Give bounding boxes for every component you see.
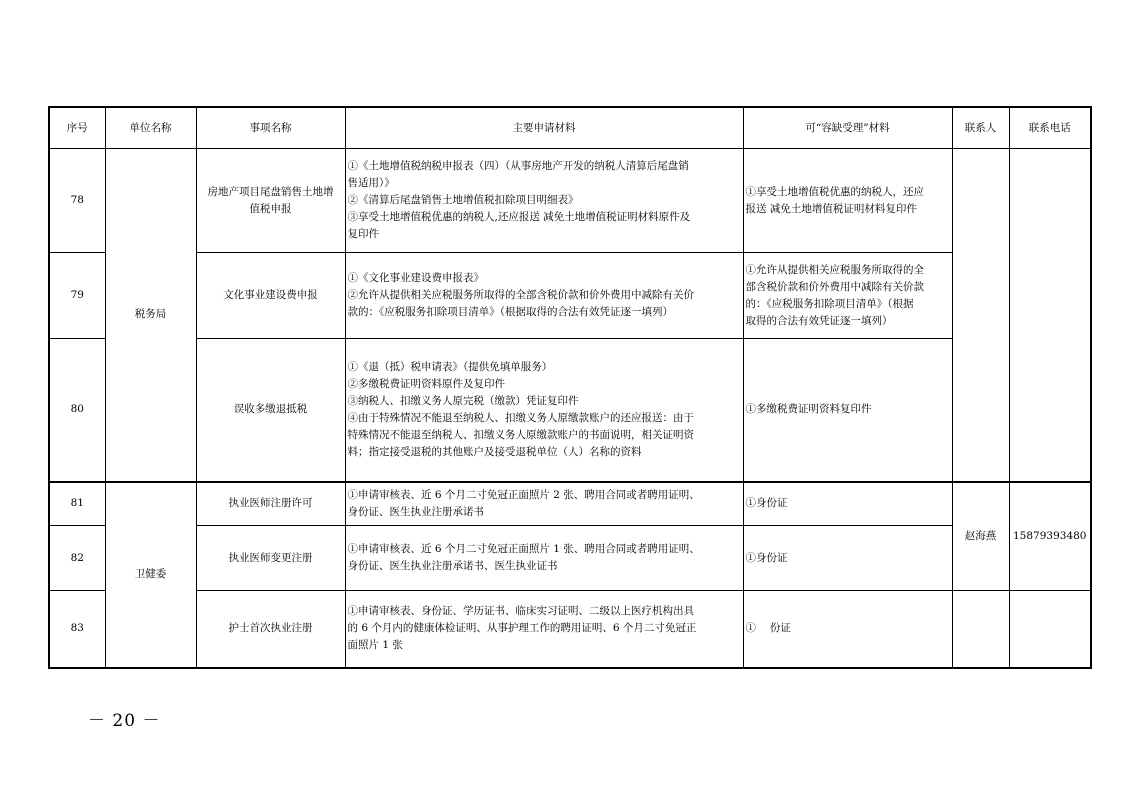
deficient-line: 取得的合法有效凭证逐一填列） bbox=[745, 314, 893, 327]
header-unit: 单位名称 bbox=[105, 107, 196, 149]
main-materials bbox=[345, 253, 743, 339]
item-name bbox=[196, 149, 345, 253]
item-line: 护士首次执业注册 bbox=[228, 622, 313, 635]
table-row bbox=[49, 339, 1091, 482]
row-no: 78 bbox=[49, 149, 105, 253]
material-line: 款的：《应税服务扣除项目清单》（根据取得的合法有效凭证逐一填列） bbox=[347, 306, 673, 318]
header-deficient: 可“容缺受理”材料 bbox=[743, 107, 952, 149]
deficient-line: 的：《应税服务扣除项目清单》（根据 bbox=[745, 297, 914, 310]
service-items-table bbox=[48, 106, 1092, 669]
row-no: 83 bbox=[49, 591, 105, 668]
main-materials bbox=[345, 591, 743, 668]
deficient-materials bbox=[743, 482, 952, 526]
contact-empty bbox=[952, 591, 1009, 668]
item-name bbox=[196, 591, 345, 668]
deficient-materials bbox=[743, 253, 952, 339]
deficient-line: ①身份证 bbox=[745, 497, 788, 510]
deficient-materials bbox=[743, 591, 952, 668]
item-line: 文化事业建设费申报 bbox=[223, 289, 318, 301]
material-line: ②允许从提供相关应税服务所取得的全部含税价款和价外费用中减除有关价 bbox=[347, 289, 694, 301]
deficient-materials bbox=[743, 526, 952, 591]
item-line: 执业医师注册许可 bbox=[228, 497, 313, 510]
table-header-row bbox=[49, 107, 1091, 149]
contact-phone: 15879393480 bbox=[1009, 482, 1091, 591]
main-materials bbox=[345, 339, 743, 482]
deficient-line: 报送 减免土地增值税证明材料复印件 bbox=[745, 202, 917, 215]
table-row bbox=[49, 591, 1091, 668]
main-materials bbox=[345, 526, 743, 591]
main-materials bbox=[345, 149, 743, 253]
table-row bbox=[49, 149, 1091, 253]
deficient-line: ①允许从提供相关应税服务所取得的全 bbox=[745, 263, 924, 276]
deficient-materials bbox=[743, 339, 952, 482]
item-line: 值税申报 bbox=[249, 202, 292, 215]
unit-health-commission: 卫健委 bbox=[105, 482, 196, 668]
row-no: 81 bbox=[49, 482, 105, 526]
deficient-materials bbox=[743, 149, 952, 253]
phone-empty bbox=[1009, 149, 1091, 482]
material-line: 复印件 bbox=[347, 228, 379, 240]
material-line: 面照片 1 张 bbox=[347, 639, 403, 652]
header-phone: 联系电话 bbox=[1009, 107, 1091, 149]
page-number: － 20 － bbox=[88, 711, 161, 731]
main-materials bbox=[345, 482, 743, 526]
row-no: 79 bbox=[49, 253, 105, 339]
item-name bbox=[196, 482, 345, 526]
header-materials: 主要申请材料 bbox=[345, 107, 743, 149]
unit-tax-bureau: 税务局 bbox=[105, 149, 196, 482]
material-line: 特殊情况不能退至纳税人、扣缴义务人原缴款账户的书面说明，相关证明资 bbox=[347, 428, 694, 441]
item-name bbox=[196, 526, 345, 591]
item-line: 执业医师变更注册 bbox=[228, 551, 313, 564]
item-line: 房地产项目尾盘销售土地增 bbox=[207, 185, 334, 198]
contact-empty bbox=[952, 149, 1009, 482]
deficient-line: 部含税价款和价外费用中减除有关价款 bbox=[745, 280, 924, 293]
material-line: ①申请审核表、近 6 个月二寸免冠正面照片 1 张、聘用合同或者聘用证明、 bbox=[347, 543, 700, 555]
row-no: 80 bbox=[49, 339, 105, 482]
row-no: 82 bbox=[49, 526, 105, 591]
item-name bbox=[196, 253, 345, 339]
header-no: 序号 bbox=[49, 107, 105, 149]
material-line: 的 6 个月内的健康体检证明、从事护理工作的聘用证明、6 个月二寸免冠正 bbox=[347, 622, 697, 635]
material-line: ①《退（抵）税申请表》（提供免填单服务） bbox=[347, 360, 553, 373]
deficient-line: ① 份证 bbox=[745, 622, 791, 635]
material-line: 身份证、医生执业注册承诺书 bbox=[347, 505, 484, 518]
material-line: ①《土地增值税纳税申报表（四）（从事房地产开发的纳税人清算后尾盘销 bbox=[347, 160, 689, 172]
material-line: ②多缴税费证明资料原件及复印件 bbox=[347, 377, 505, 390]
table-row bbox=[49, 482, 1091, 526]
material-line: ①申请审核表、身份证、学历证书、临床实习证明、二级以上医疗机构出具 bbox=[347, 605, 694, 618]
phone-empty bbox=[1009, 591, 1091, 668]
material-line: ①《文化事业建设费申报表》 bbox=[347, 272, 484, 284]
header-contact: 联系人 bbox=[952, 107, 1009, 149]
deficient-line: ①享受土地增值税优惠的纳税人，还应 bbox=[745, 185, 924, 198]
deficient-line: ①身份证 bbox=[745, 551, 788, 564]
material-line: ②《清算后尾盘销售土地增值税扣除项目明细表》 bbox=[347, 194, 579, 206]
contact-person: 赵海燕 bbox=[952, 482, 1009, 591]
item-name bbox=[196, 339, 345, 482]
deficient-line: ①多缴税费证明资料复印件 bbox=[745, 403, 872, 416]
material-line: 料；指定接受退税的其他账户及接受退税单位（人）名称的资料 bbox=[347, 445, 642, 458]
header-item: 事项名称 bbox=[196, 107, 345, 149]
material-line: 售适用）》 bbox=[347, 177, 395, 189]
material-line: ③纳税人、扣缴义务人原完税（缴款）凭证复印件 bbox=[347, 394, 579, 407]
item-line: 误收多缴退抵税 bbox=[233, 403, 308, 416]
material-line: ①申请审核表、近 6 个月二寸免冠正面照片 2 张、聘用合同或者聘用证明、 bbox=[347, 488, 700, 501]
material-line: 身份证、医生执业注册承诺书、医生执业证书 bbox=[347, 560, 558, 572]
material-line: ④由于特殊情况不能退至纳税人、扣缴义务人原缴款账户的还应报送：由于 bbox=[347, 411, 694, 424]
table-row bbox=[49, 253, 1091, 339]
table-row bbox=[49, 526, 1091, 591]
material-line: ③享受土地增值税优惠的纳税人,还应报送 减免土地增值税证明材料原件及 bbox=[347, 211, 691, 223]
